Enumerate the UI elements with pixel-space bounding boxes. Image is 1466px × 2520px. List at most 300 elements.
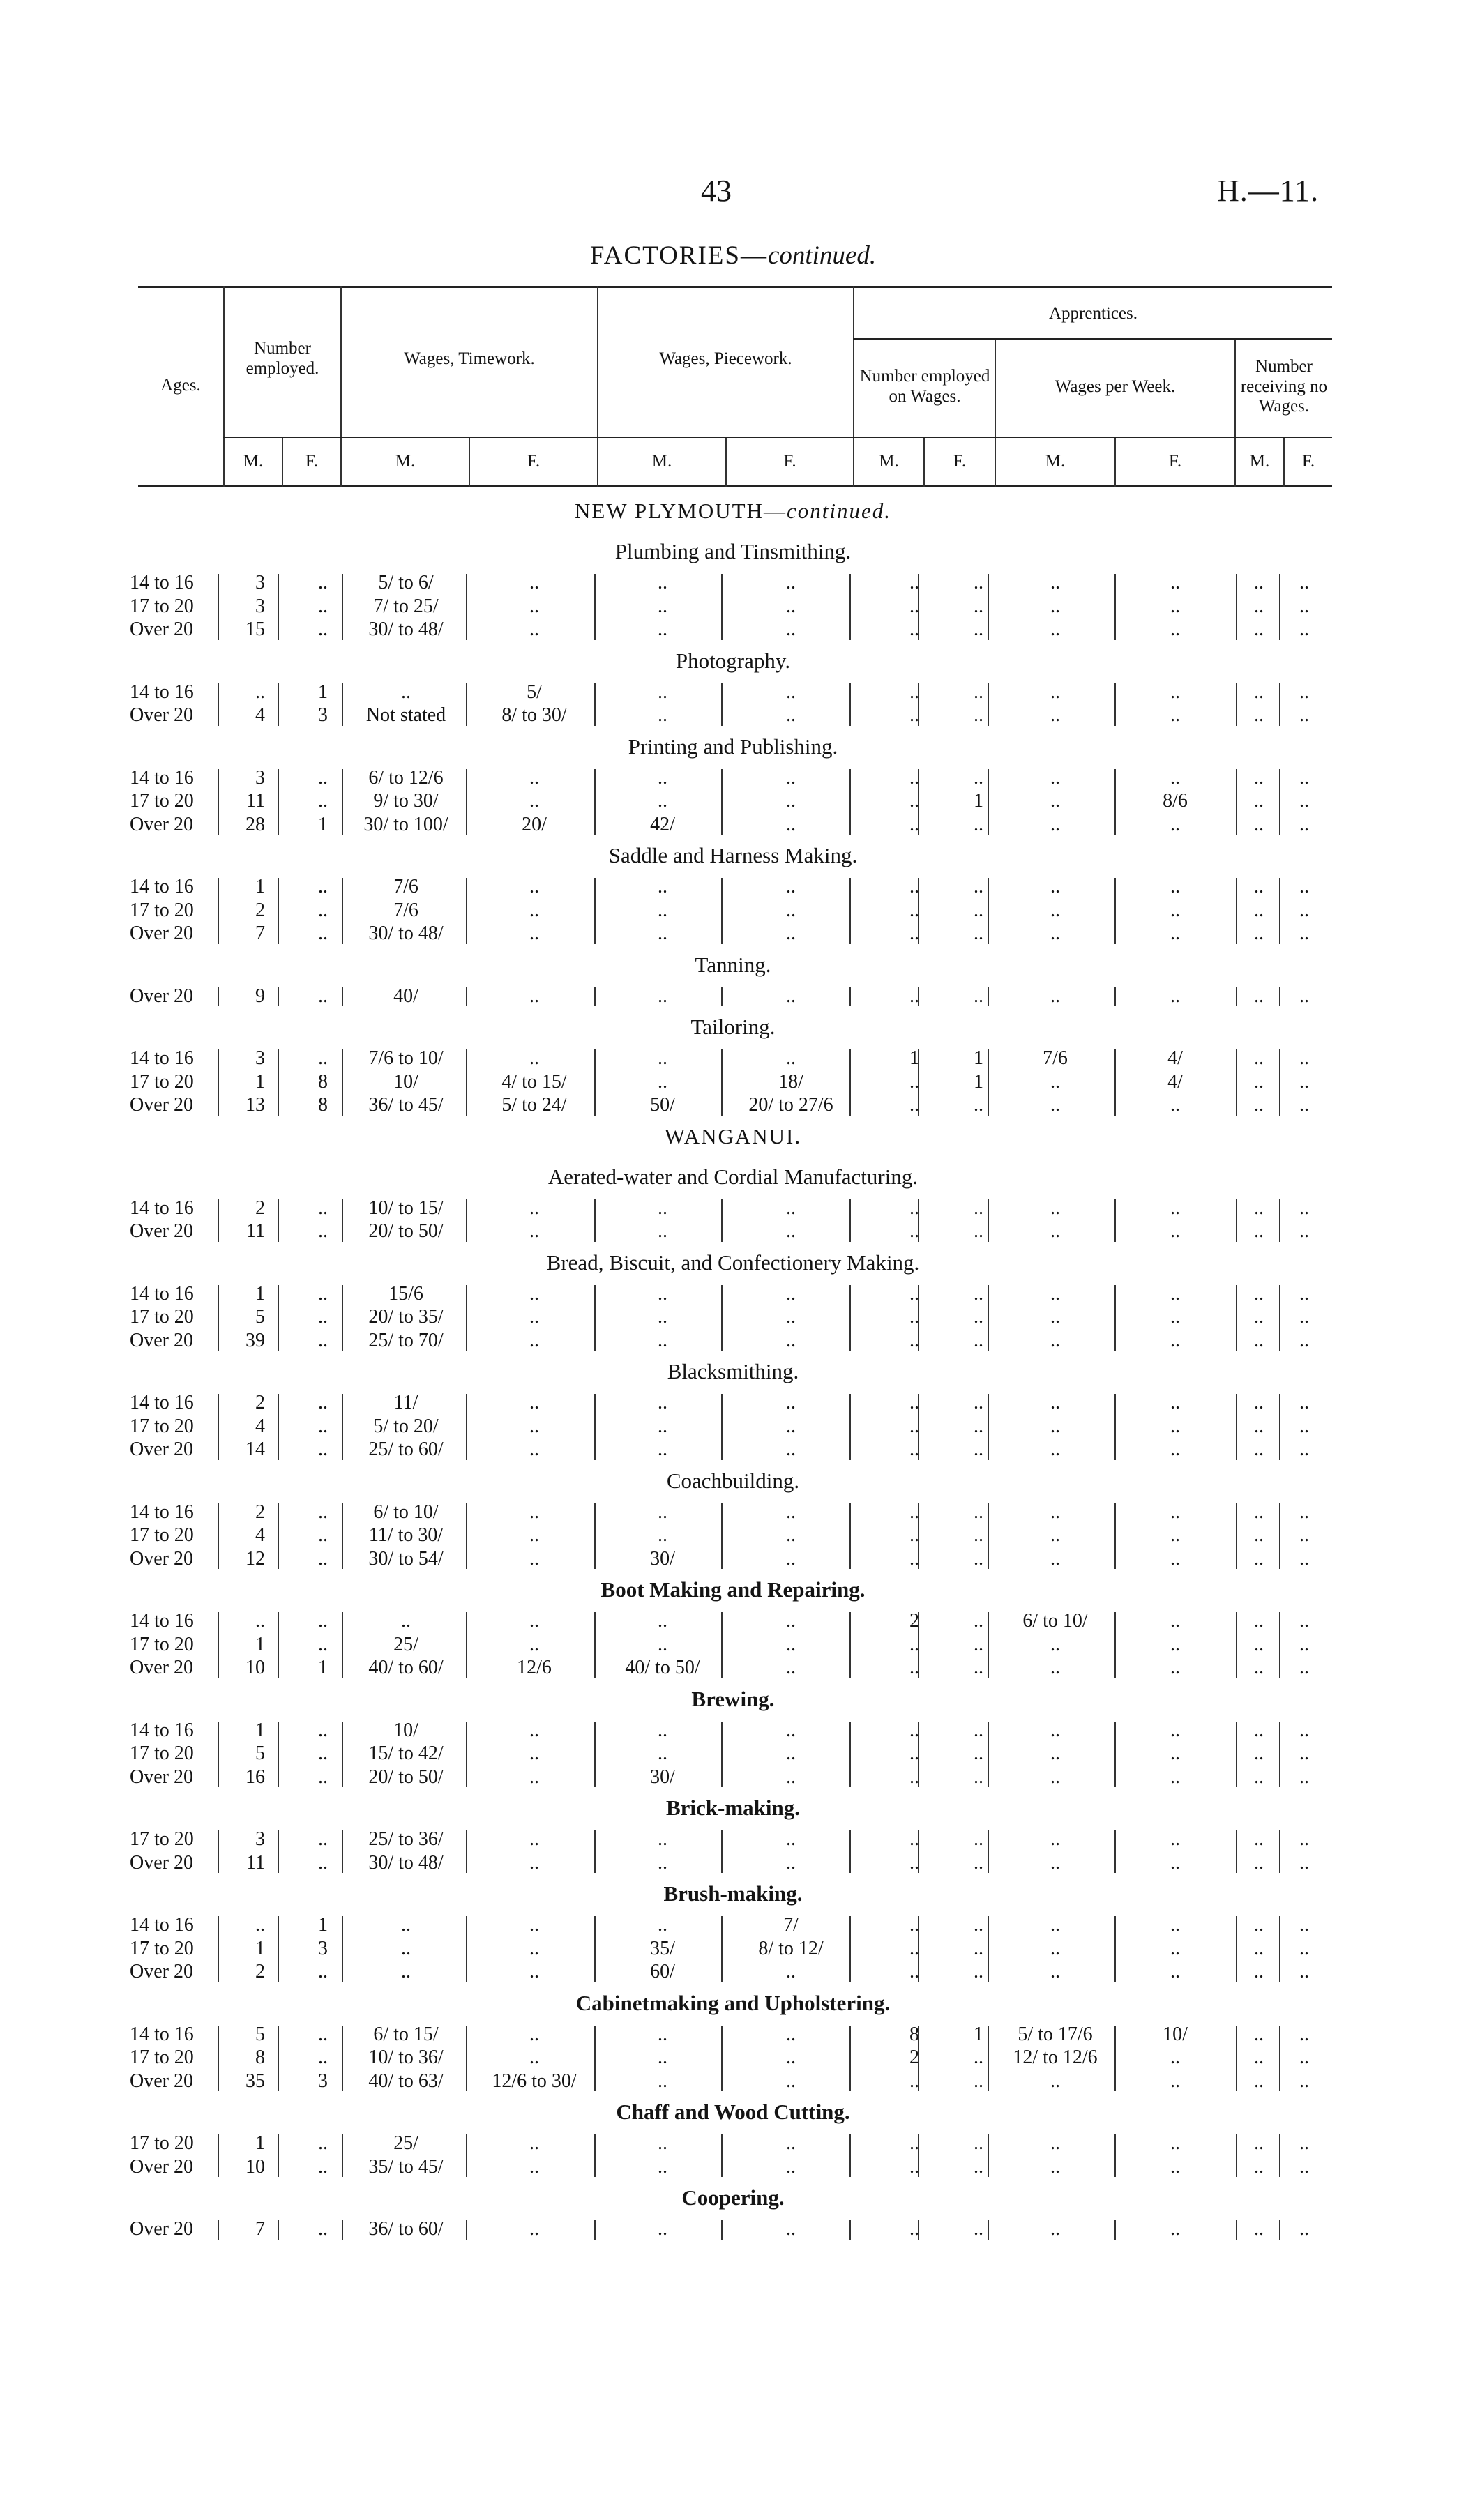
cell-pf: .. [786,899,796,921]
cell-af: .. [974,813,983,835]
cell-nf: 1 [318,681,328,703]
column-rule [918,2134,919,2177]
column-rule [721,1199,723,1242]
column-rule [1279,1285,1280,1351]
column-rule [988,683,989,726]
cell-rf: .. [1299,876,1309,897]
cell-rm: .. [1254,2155,1264,2178]
column-rule [342,2026,343,2092]
cell-wm: .. [1050,681,1060,703]
section-title: Tailoring. [690,1015,776,1039]
col-apprentices-wages: Wages per Week. [1055,377,1176,396]
cell-tm: 9/ to 30/ [373,790,439,812]
cell-rm: .. [1254,2023,1264,2045]
cell-nm: 4 [255,1415,265,1437]
cell-tf: .. [529,1501,539,1523]
cell-rf: .. [1299,595,1309,617]
cell-am: .. [909,1070,919,1093]
column-rule [849,2026,851,2092]
cell-tm: 5/ to 20/ [373,1415,439,1437]
cell-wf: .. [1170,595,1180,617]
cell-wf: .. [1170,766,1180,789]
col-wages-timework: Wages, Timework. [404,349,535,368]
cell-rm: .. [1254,1657,1264,1678]
cell-wm: .. [1050,899,1060,921]
column-rule [278,769,279,835]
cell-nf: .. [318,923,328,944]
cell-rf: .. [1299,1766,1309,1788]
column-rule [278,683,279,726]
cell-nm: 1 [255,876,265,897]
cell-pf: .. [786,1828,796,1850]
cell-nf: .. [318,1047,328,1069]
cell-tf: .. [529,1220,539,1242]
cell-tm: 36/ to 45/ [368,1094,444,1116]
cell-am: .. [909,790,919,812]
cell-nm: 8 [255,2047,265,2068]
cell-tf: .. [529,1197,539,1219]
cell-rm: .. [1254,1282,1264,1305]
column-rule [988,878,989,944]
col-m: M. [1045,451,1066,471]
column-rule [1279,1830,1280,1873]
cell-nm: 2 [255,1197,265,1219]
column-rule [849,1830,851,1873]
cell-wf: .. [1170,1914,1180,1936]
age-cell: Over 20 [130,1329,193,1351]
column-rule [849,1049,851,1116]
cell-nf: .. [318,1851,328,1874]
column-rule [466,1830,467,1873]
cell-rf: .. [1299,1047,1309,1069]
page-number: 43 [701,174,732,208]
cell-tf: 12/6 to 30/ [492,2070,577,2092]
column-rule [849,1503,851,1570]
cell-rf: .. [1299,1415,1309,1437]
column-rule [1279,1394,1280,1460]
cell-am: .. [909,2155,919,2178]
cell-pf: .. [786,681,796,703]
column-rule [988,1394,989,1460]
cell-tf: .. [529,1633,539,1655]
cell-am: .. [909,1547,919,1570]
cell-rf: .. [1299,1197,1309,1219]
column-rule [1279,769,1280,835]
cell-rf: .. [1299,766,1309,789]
column-rule [1114,878,1116,944]
cell-am: .. [909,1329,919,1351]
cell-rm: .. [1254,1047,1264,1069]
cell-nm: 3 [255,766,265,789]
column-rule [466,769,467,835]
cell-nm: 2 [255,1392,265,1413]
table-row [0,1501,1466,1524]
cell-tm: 6/ to 10/ [373,1501,439,1523]
cell-af: 1 [974,790,983,812]
column-rule [218,1612,219,1678]
cell-wm: .. [1050,1439,1060,1460]
column-rule [594,574,596,640]
cell-af: .. [974,1439,983,1460]
column-rule [278,1830,279,1873]
cell-pm: .. [658,1610,667,1632]
cell-tf: .. [529,1766,539,1788]
cell-tm: 10/ [393,1719,418,1741]
cell-wf: .. [1170,985,1180,1007]
cell-am: .. [909,618,919,640]
cell-wf: .. [1170,1501,1180,1523]
age-cell: 17 to 20 [130,899,194,921]
column-rule [1236,1394,1237,1460]
column-rule [218,574,219,640]
cell-pf: .. [786,876,796,897]
column-rule [218,987,219,1007]
cell-tm: 7/6 to 10/ [368,1047,444,1069]
cell-rm: .. [1254,2047,1264,2068]
cell-nf: .. [318,1633,328,1655]
cell-wm: 5/ to 17/6 [1018,2023,1093,2045]
column-rule [918,1049,919,1116]
cell-nf: .. [318,2047,328,2068]
cell-wm: .. [1050,1094,1060,1116]
cell-wm: .. [1050,1197,1060,1219]
cell-wf: .. [1170,681,1180,703]
age-cell: Over 20 [130,813,193,835]
cell-tm: 25/ to 60/ [368,1439,444,1460]
cell-af: .. [974,681,983,703]
column-rule [466,1722,467,1788]
age-cell: Over 20 [130,704,193,726]
cell-wm: .. [1050,766,1060,789]
table-row [0,875,1466,899]
column-rule [1279,1916,1280,1982]
column-rule [988,1612,989,1678]
cell-am: .. [909,681,919,703]
cell-pm: .. [658,2023,667,2045]
cell-nm: 10 [245,1657,265,1678]
cell-nm: 2 [255,899,265,921]
section-title: Coopering. [681,2185,785,2210]
cell-wm: .. [1050,1070,1060,1093]
cell-rf: .. [1299,572,1309,593]
cell-af: .. [974,1094,983,1116]
cell-tf: .. [529,1719,539,1741]
cell-pm: 30/ [650,1766,675,1788]
column-rule [594,987,596,1007]
column-rule [1114,1199,1116,1242]
column-rule [849,1612,851,1678]
cell-rf: .. [1299,2047,1309,2068]
column-rule [218,1285,219,1351]
header-bottom-rule [138,485,1332,487]
age-cell: 14 to 16 [130,1501,194,1523]
column-rule [1236,1199,1237,1242]
age-cell: 14 to 16 [130,1610,194,1632]
cell-nf: 1 [318,1657,328,1678]
cell-tf: .. [529,1828,539,1850]
cell-pm: .. [658,1306,667,1328]
cell-tf: .. [529,1524,539,1546]
cell-tm: 5/ to 6/ [378,572,434,593]
column-rule [342,1394,343,1460]
column-rule [1279,878,1280,944]
column-rule [918,683,919,726]
col-wages-piecework: Wages, Piecework. [659,349,792,368]
col-apprentices: Apprentices. [1048,303,1138,323]
table-row [0,1047,1466,1070]
cell-am: .. [909,1766,919,1788]
cell-rf: .. [1299,1851,1309,1874]
cell-rf: .. [1299,1392,1309,1413]
section-title: Plumbing and Tinsmithing. [614,539,852,563]
cell-rf: .. [1299,923,1309,944]
column-rule [988,1503,989,1570]
cell-wm: .. [1050,1501,1060,1523]
cell-nm: 1 [255,1633,265,1655]
cell-tm: 40/ [393,985,418,1007]
age-cell: 14 to 16 [130,1047,194,1069]
age-cell: Over 20 [130,1439,193,1460]
cell-rm: .. [1254,1851,1264,1874]
column-rule [988,2220,989,2240]
cell-nm: 5 [255,2023,265,2045]
column-rule [278,1199,279,1242]
cell-af: .. [974,1937,983,1959]
column-rule [594,1394,596,1460]
cell-nm: 3 [255,572,265,593]
cell-tm: 25/ to 36/ [368,1828,444,1850]
cell-tm: 30/ to 48/ [368,923,444,944]
column-rule [1114,683,1116,726]
column-rule [466,2220,467,2240]
column-rule [342,1916,343,1982]
column-rule [988,987,989,1007]
column-rule [1114,2134,1116,2177]
cell-pf: .. [786,1657,796,1678]
age-cell: 14 to 16 [130,766,194,789]
column-rule [1236,2026,1237,2092]
cell-wm: .. [1050,1914,1060,1936]
column-rule [342,2134,343,2177]
section-title: Aerated-water and Cordial Manufacturing. [547,1164,919,1189]
cell-tf: .. [529,618,539,640]
column-rule [466,574,467,640]
cell-am: .. [909,1743,919,1764]
table-row [0,1547,1466,1571]
cell-tm: 40/ to 60/ [368,1657,444,1678]
col-f: F. [1168,451,1182,471]
cell-am: .. [909,1094,919,1116]
cell-rm: .. [1254,2070,1264,2092]
cell-tm: 11/ [393,1392,418,1413]
cell-tm: 25/ [393,2132,418,2154]
cell-tm: .. [401,1961,411,1982]
cell-nf: .. [318,1610,328,1632]
cell-nf: .. [318,1439,328,1460]
column-rule [918,2220,919,2240]
column-rule [594,878,596,944]
cell-pm: .. [658,1220,667,1242]
cell-wf: 10/ [1163,2023,1188,2045]
cell-tf: .. [529,2047,539,2068]
cell-rf: .. [1299,1610,1309,1632]
cell-rf: .. [1299,1070,1309,1093]
column-rule [988,1830,989,1873]
section-title: Printing and Publishing. [628,734,838,759]
table-row [0,571,1466,595]
cell-af: .. [974,1220,983,1242]
cell-nm: 14 [245,1439,265,1460]
column-rule [342,1285,343,1351]
cell-nm: 11 [246,790,265,812]
cell-am: .. [909,1282,919,1305]
cell-wf: .. [1170,1439,1180,1460]
cell-am: .. [909,572,919,593]
cell-nf: .. [318,1306,328,1328]
column-rule [342,1612,343,1678]
district-heading-text: WANGANUI. [664,1123,802,1148]
cell-wf: .. [1170,1657,1180,1678]
cell-nm: 10 [245,2155,265,2178]
cell-af: .. [974,618,983,640]
cell-pf: .. [786,595,796,617]
col-ages: Ages. [160,375,201,395]
column-rule [849,683,851,726]
header-top-rule [138,286,1332,288]
column-rule [218,1199,219,1242]
cell-wf: 4/ [1167,1047,1183,1069]
column-rule [988,2134,989,2177]
cell-nm: 3 [255,595,265,617]
column-rule [721,1503,723,1570]
cell-am: .. [909,1306,919,1328]
table-row [0,1913,1466,1937]
section-title: Brick-making. [665,1796,801,1820]
column-rule [342,574,343,640]
table-row [0,899,1466,923]
cell-nf: .. [318,899,328,921]
column-rule [342,1503,343,1570]
age-cell: 14 to 16 [130,1282,194,1305]
col-m: M. [651,451,672,471]
cell-rm: .. [1254,923,1264,944]
age-cell: 17 to 20 [130,1306,194,1328]
cell-rm: .. [1254,1766,1264,1788]
cell-pm: .. [658,704,667,726]
cell-rm: .. [1254,2132,1264,2154]
age-cell: 17 to 20 [130,1524,194,1546]
cell-rm: .. [1254,572,1264,593]
cell-wf: .. [1170,1851,1180,1874]
district-heading-text: NEW PLYMOUTH— [575,499,787,523]
cell-pm: .. [658,1197,667,1219]
cell-wm: .. [1050,1743,1060,1764]
cell-pm: .. [658,1415,667,1437]
cell-pm: 35/ [650,1937,675,1959]
cell-rf: .. [1299,1094,1309,1116]
cell-tf: .. [529,1047,539,1069]
cell-pm: .. [658,790,667,812]
cell-tf: .. [529,790,539,812]
cell-tf: 12/6 [517,1657,552,1678]
cell-tf: .. [529,1415,539,1437]
column-rule [721,2220,723,2240]
cell-pm: .. [658,1914,667,1936]
cell-af: 1 [974,2023,983,2045]
cell-am: .. [909,766,919,789]
cell-nf: .. [318,1501,328,1523]
table-row [0,1742,1466,1766]
cell-pm: 60/ [650,1961,675,1982]
cell-am: .. [909,2218,919,2240]
cell-am: .. [909,1392,919,1413]
cell-tm: 25/ to 70/ [368,1329,444,1351]
cell-pm: .. [658,2218,667,2240]
cell-af: .. [974,1828,983,1850]
cell-wm: .. [1050,1306,1060,1328]
cell-pf: .. [786,1329,796,1351]
cell-rf: .. [1299,1719,1309,1741]
table-row [0,1851,1466,1875]
cell-rm: .. [1254,1961,1264,1982]
age-cell: 14 to 16 [130,2023,194,2045]
cell-wm: .. [1050,1961,1060,1982]
cell-tf: 4/ to 15/ [501,1070,567,1093]
column-rule [849,769,851,835]
table-row [0,813,1466,837]
column-rule [988,1285,989,1351]
column-rule [594,2134,596,2177]
column-rule [1236,1722,1237,1788]
cell-rm: .. [1254,766,1264,789]
cell-rm: .. [1254,1392,1264,1413]
cell-wf: .. [1170,572,1180,593]
cell-pm: .. [658,1392,667,1413]
column-rule [278,1503,279,1570]
cell-af: .. [974,2132,983,2154]
cell-wf: .. [1170,1197,1180,1219]
title-italic: continued. [767,241,877,270]
column-rule [594,1722,596,1788]
column-rule [849,2220,851,2240]
column-rule [342,769,343,835]
cell-pm: .. [658,1329,667,1351]
cell-wf: .. [1170,1524,1180,1546]
district-heading [0,1124,1466,1149]
cell-af: .. [974,985,983,1007]
cell-wf: .. [1170,876,1180,897]
cell-af: .. [974,595,983,617]
table-row [0,2023,1466,2047]
column-rule [1279,2026,1280,2092]
column-rule [342,1049,343,1116]
cell-tm: .. [401,1914,411,1936]
cell-rm: .. [1254,813,1264,835]
cell-wf: .. [1170,2132,1180,2154]
cell-af: .. [974,1610,983,1632]
column-rule [594,1916,596,1982]
section-title: Brewing. [691,1686,775,1711]
cell-rf: .. [1299,2023,1309,2045]
cell-af: .. [974,1392,983,1413]
column-rule [218,878,219,944]
column-rule [918,1394,919,1460]
cell-pm: .. [658,1828,667,1850]
cell-rf: .. [1299,1524,1309,1546]
cell-tf: .. [529,1439,539,1460]
cell-pf: .. [786,1047,796,1069]
cell-tm: 40/ to 63/ [368,2070,444,2092]
